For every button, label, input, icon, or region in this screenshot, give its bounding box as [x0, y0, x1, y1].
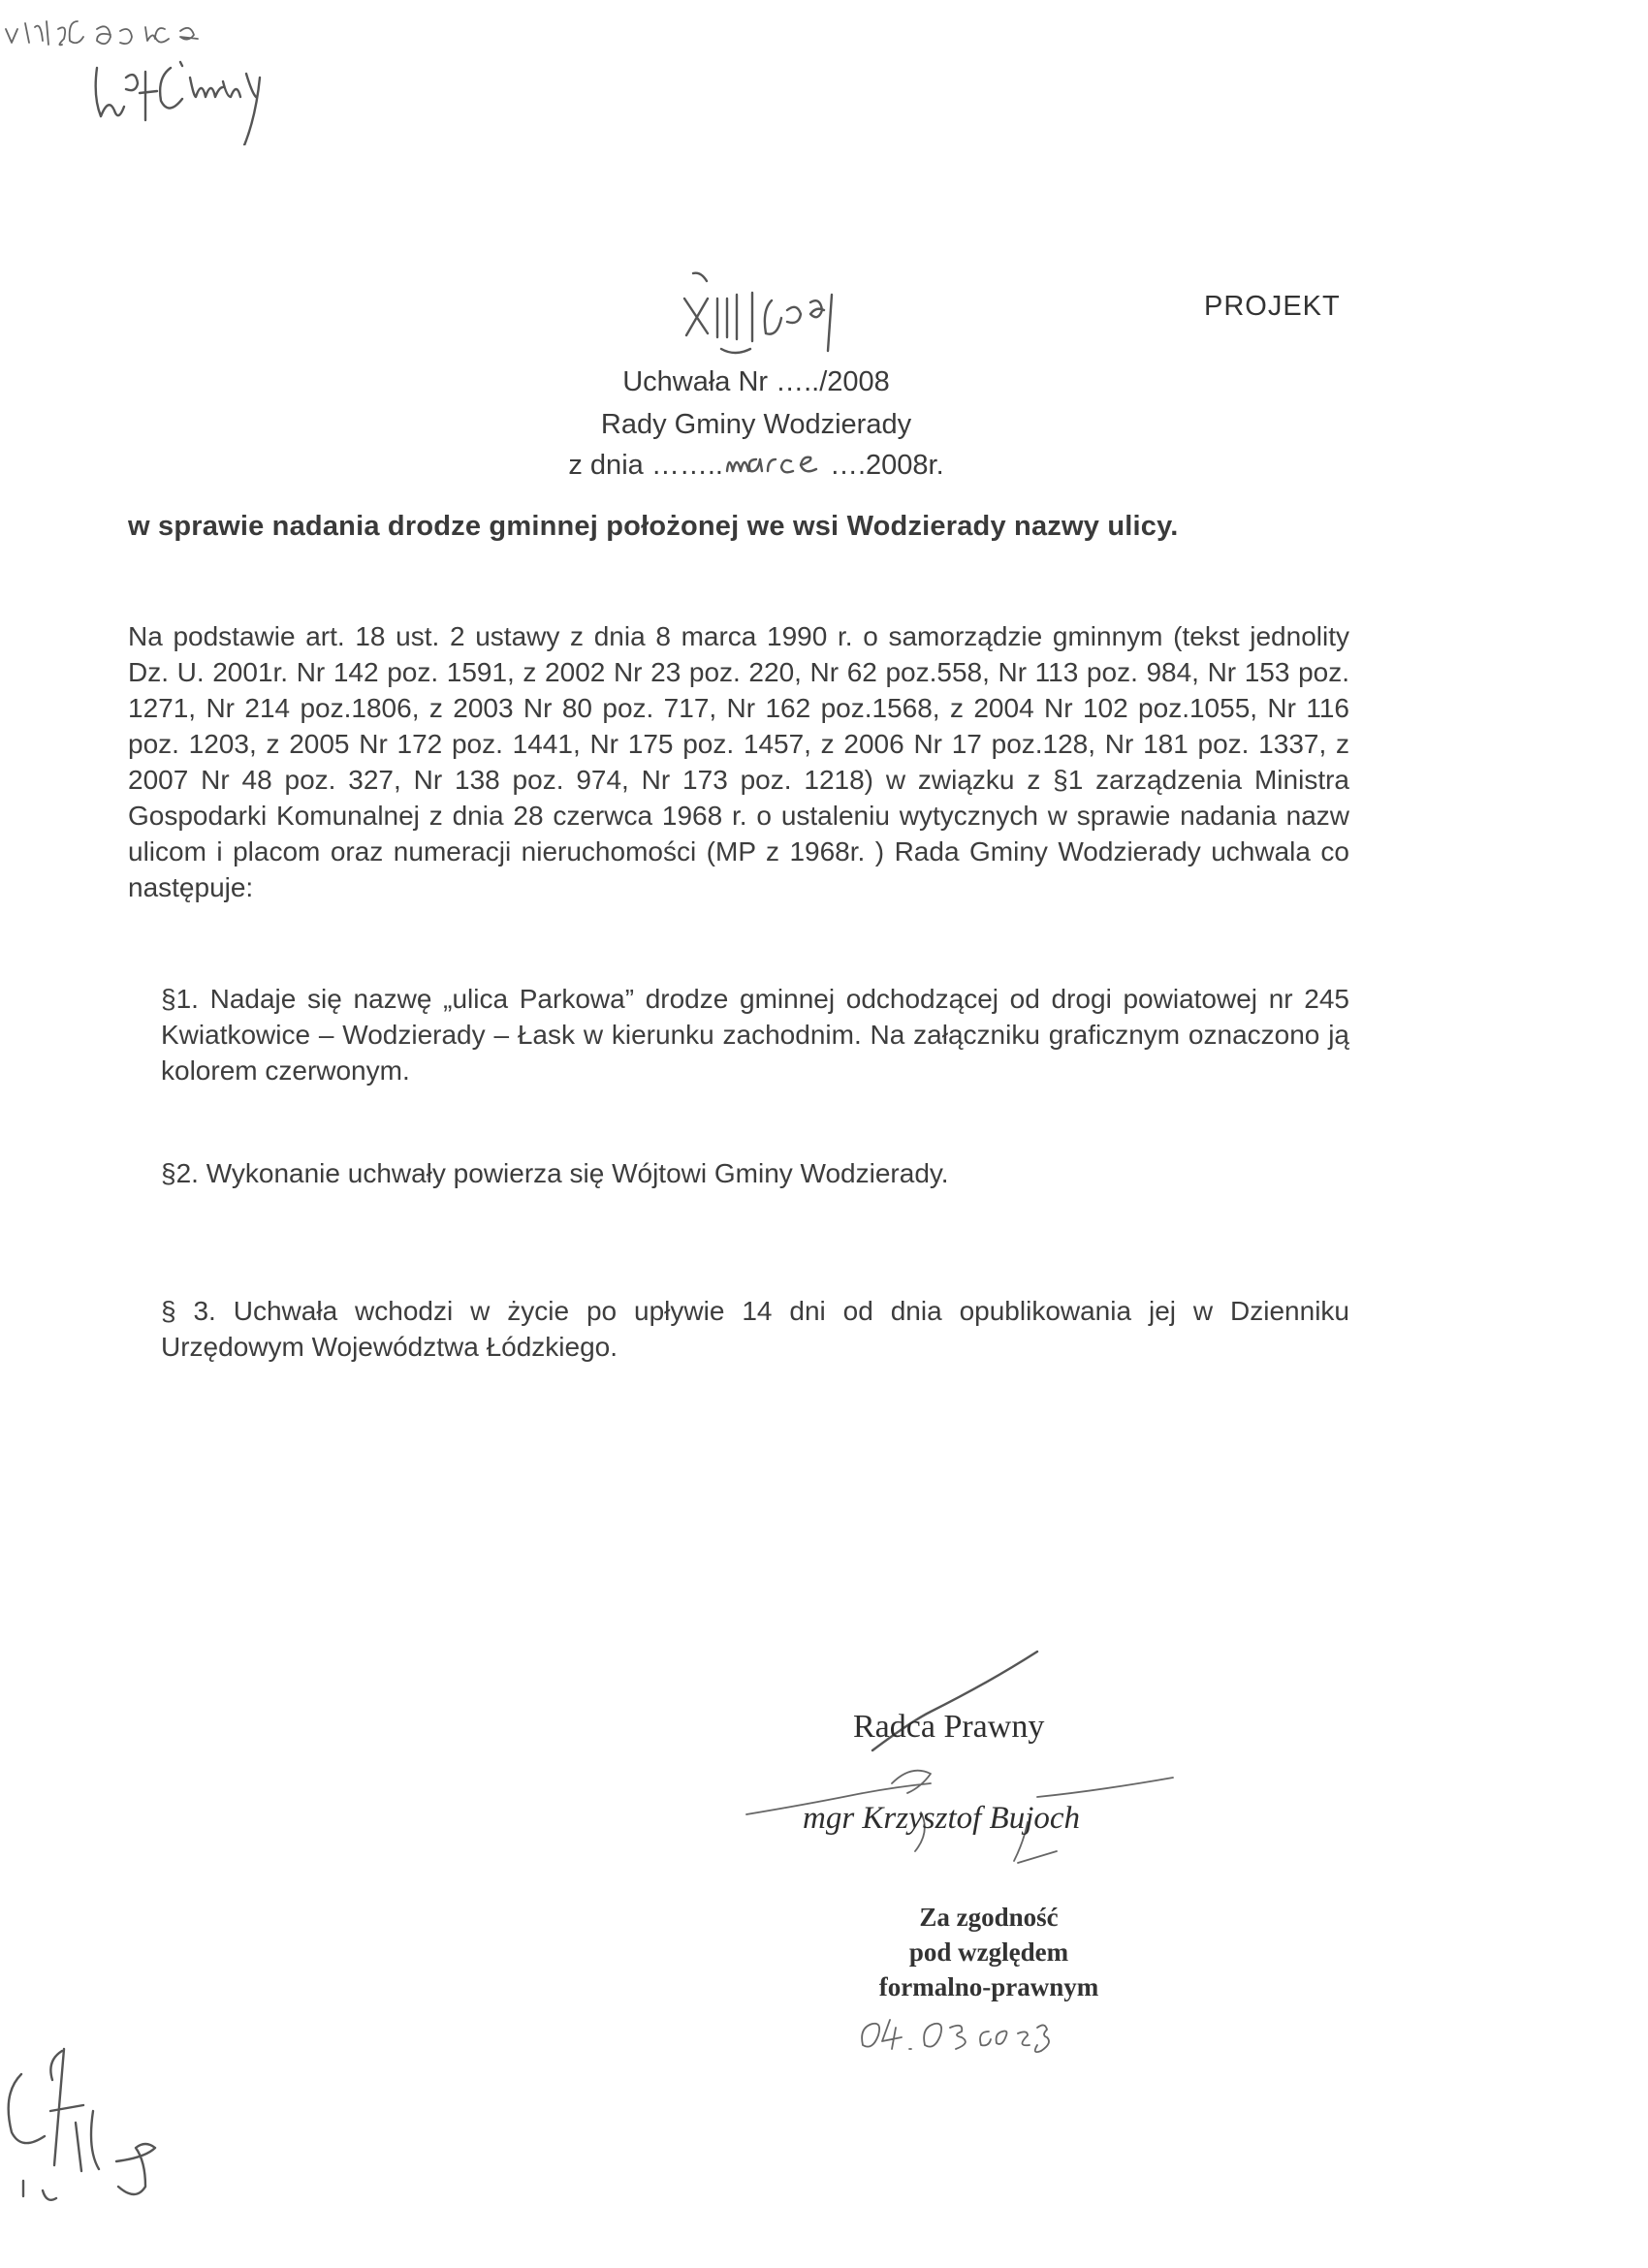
handwritten-initials [0, 2035, 184, 2229]
handwritten-month [723, 440, 830, 483]
paragraph-3: § 3. Uchwała wchodzi w życie po upływie 14 dni od dnia opublikowania jej w Dzienniku Urzędowym Województwa Łódzkiego. [161, 1296, 1349, 1362]
paragraph-1: §1. Nadaje się nazwę „ulica Parkowa” drodze gminnej odchodzącej od drogi powiatowej nr 245 Kwiatkowice – Wodzierady – Łask w kierunku zachodnim. Na załączniku graficznym oznaczono ją kolorem czerwonym. [161, 984, 1349, 1086]
project-label: PROJEKT [1204, 291, 1341, 322]
date-prefix: z dnia …….. [568, 450, 723, 481]
signatory-role: Radca Prawny [853, 1709, 1045, 1745]
stamp-line-3: formalno-prawnym [878, 1972, 1099, 2001]
resolution-number-line: Uchwała Nr …../2008 [622, 366, 890, 397]
council-name-line: Rady Gminy Wodzierady [600, 409, 912, 440]
resolution-date-line [504, 444, 1008, 487]
stamp-line-1: Za zgodność [919, 1903, 1059, 1932]
handwritten-note-top-left [0, 0, 330, 145]
date-suffix: ….2008r. [829, 450, 944, 481]
handwritten-stamp-date [853, 2006, 1076, 2064]
preamble-paragraph: Na podstawie art. 18 ust. 2 ustawy z dnia 8 marca 1990 r. o samorządzie gminnym (tekst jednolity Dz. U. 2001r. Nr 142 poz. 1591, z 2002 Nr 23 poz. 220, Nr 62 poz.558, Nr 113 poz. 984, Nr 153 poz. 1271, Nr 214 poz.1806, z 2003 Nr 80 poz. 717, Nr 162 poz.1568, z 2004 Nr 102 poz.1055, Nr 116 poz. 1203, z 2005 Nr 172 poz. 1441, Nr 175 poz. 1457, z 2006 Nr 17 poz.128, Nr 181 poz. 1337, z 2007 Nr 48 poz. 327, Nr 138 poz. 974, Nr 173 poz. 1218) w związku z §1 zarządzenia Ministra Gospodarki Komunalnej z dnia 28 czerwca 1968 r. o ustaleniu wytycznych w sprawie nadania nazw ulicom i placom oraz numeracji nieruchomości (MP z 1968r. ) Rada Gminy Wodzierady uchwala co następuje: [128, 621, 1349, 902]
signature-scribble [737, 1648, 1192, 1900]
stamp-line-2: pod względem [908, 1937, 1069, 1967]
signatory-name: mgr Krzysztof Bujoch [803, 1801, 1081, 1836]
resolution-title: w sprawie nadania drodze gminnej położonej we wsi Wodzierady nazwy ulicy. [128, 511, 1179, 542]
paragraph-2: §2. Wykonanie uchwały powierza się Wójtowi Gminy Wodzierady. [161, 1158, 949, 1188]
